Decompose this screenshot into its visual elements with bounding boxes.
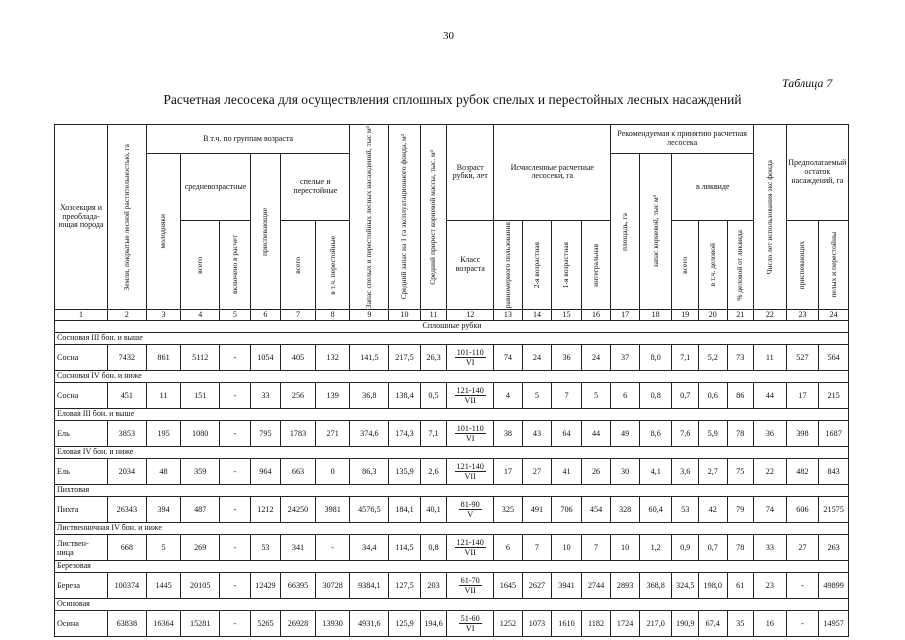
table-cell: 0,7 xyxy=(698,535,727,561)
table-cell: 86,3 xyxy=(350,459,389,485)
table-cell: 26343 xyxy=(107,497,146,523)
table-cell: 16 xyxy=(754,611,787,637)
hdr-l-bus: в т.ч. деловой xyxy=(698,220,727,309)
species-cell: Ель xyxy=(55,421,108,447)
hdr-ripe-all: всего xyxy=(281,220,316,309)
table-cell: 7 xyxy=(552,383,582,409)
cut-age: 101-110 xyxy=(456,348,484,358)
section-title: Сплошные рубки xyxy=(55,321,849,333)
table-cell: 964 xyxy=(250,459,281,485)
age-cell xyxy=(447,497,494,523)
column-number: 20 xyxy=(698,310,727,321)
table-cell: 341 xyxy=(281,535,316,561)
table-cell: 0,8 xyxy=(420,535,446,561)
table-cell: 0 xyxy=(315,459,350,485)
table-cell: 74 xyxy=(754,497,787,523)
column-number: 8 xyxy=(315,310,350,321)
table-cell: 17 xyxy=(786,383,819,409)
column-number: 17 xyxy=(611,310,640,321)
table-cell: 151 xyxy=(181,383,220,409)
table-cell: 139 xyxy=(315,383,350,409)
table-cell: 44 xyxy=(754,383,787,409)
table-cell: 7432 xyxy=(107,345,146,371)
table-cell: 3981 xyxy=(315,497,350,523)
table-cell: 194,6 xyxy=(420,611,446,637)
table-cell: 1445 xyxy=(146,573,181,599)
table-cell: 49 xyxy=(611,421,640,447)
group-row xyxy=(55,523,849,535)
table-cell: 564 xyxy=(819,345,849,371)
group-title: Еловая III бон. и выше xyxy=(55,409,849,421)
table-cell: 30 xyxy=(611,459,640,485)
hdr-age-class: Класс возраста xyxy=(447,220,494,309)
column-number: 21 xyxy=(727,310,754,321)
table-cell: 2893 xyxy=(611,573,640,599)
column-number: 9 xyxy=(350,310,389,321)
table-cell: 36,8 xyxy=(350,383,389,409)
age-class: V xyxy=(467,510,474,520)
table-cell: 4 xyxy=(494,383,523,409)
table-cell: 36 xyxy=(754,421,787,447)
table-cell: 1724 xyxy=(611,611,640,637)
table-cell: 114,5 xyxy=(389,535,421,561)
age-cell xyxy=(447,383,494,409)
age-class: VI xyxy=(465,434,475,444)
hdr-ripe: спелые и перестойные xyxy=(281,154,350,221)
table-cell: 454 xyxy=(581,497,611,523)
table-cell: 195 xyxy=(146,421,181,447)
table-cell: 43 xyxy=(522,421,552,447)
table-cell: 7,1 xyxy=(672,345,698,371)
age-cell xyxy=(447,345,494,371)
table-cell: 40,1 xyxy=(420,497,446,523)
table-cell: 1080 xyxy=(181,421,220,447)
table-title: Расчетная лесосека для осуществления сплошных рубок спелых и перестойных лесных насаждений xyxy=(163,92,742,107)
table-cell: 4,1 xyxy=(639,459,672,485)
hdr-r-stock: запас корневой, тыс м³ xyxy=(639,154,672,310)
table-cell: 325 xyxy=(494,497,523,523)
cut-age: 121-140 xyxy=(456,462,484,472)
table-row xyxy=(55,573,849,599)
table-cell: 3,6 xyxy=(672,459,698,485)
table-cell: 26,3 xyxy=(420,345,446,371)
table-cell: 0,7 xyxy=(672,383,698,409)
table-cell: 60,4 xyxy=(639,497,672,523)
table-cell: 132 xyxy=(315,345,350,371)
table-row xyxy=(55,459,849,485)
species-cell: Сосна xyxy=(55,383,108,409)
age-cell xyxy=(447,421,494,447)
table-cell: 7,1 xyxy=(420,421,446,447)
cut-age: 101-110 xyxy=(456,424,484,434)
table-cell: - xyxy=(220,573,251,599)
table-cell: 1212 xyxy=(250,497,281,523)
hdr-avg-growth: Средний прирост корневой массы, тыс. м³ xyxy=(420,125,446,310)
table-cell: 1687 xyxy=(819,421,849,447)
hdr-liquid: в ликвиде xyxy=(672,154,754,221)
age-class: VII xyxy=(464,396,476,406)
column-number: 24 xyxy=(819,310,849,321)
age-cell xyxy=(447,535,494,561)
column-number: 15 xyxy=(552,310,582,321)
table-cell: 78 xyxy=(727,535,754,561)
table-cell: 125,9 xyxy=(389,611,421,637)
table-cell: 184,1 xyxy=(389,497,421,523)
hdr-c-even: равномерного пользования xyxy=(494,220,523,309)
table-cell: 8,0 xyxy=(639,345,672,371)
table-cell: 5,2 xyxy=(698,345,727,371)
table-cell: 663 xyxy=(281,459,316,485)
column-number: 23 xyxy=(786,310,819,321)
table-cell: 66395 xyxy=(281,573,316,599)
table-cell: 271 xyxy=(315,421,350,447)
cut-age: 81-90 xyxy=(460,500,480,510)
table-cell: 2,7 xyxy=(698,459,727,485)
table-cell: 26 xyxy=(581,459,611,485)
table-cell: 16364 xyxy=(146,611,181,637)
table-cell: 34,4 xyxy=(350,535,389,561)
table-cell: 328 xyxy=(611,497,640,523)
table-cell: 491 xyxy=(522,497,552,523)
table-cell: 843 xyxy=(819,459,849,485)
table-cell: 5,9 xyxy=(698,421,727,447)
table-cell: 2034 xyxy=(107,459,146,485)
section-row xyxy=(55,321,849,333)
table-cell: - xyxy=(220,611,251,637)
species-cell: Пихта xyxy=(55,497,108,523)
table-cell: 11 xyxy=(146,383,181,409)
table-cell: 6 xyxy=(494,535,523,561)
hdr-age-groups: В т.ч. по группам возраста xyxy=(146,125,350,154)
table-cell: 138,4 xyxy=(389,383,421,409)
column-number: 4 xyxy=(181,310,220,321)
table-cell: 1054 xyxy=(250,345,281,371)
table-cell: 1783 xyxy=(281,421,316,447)
table-cell: 141,5 xyxy=(350,345,389,371)
group-title: Березовая xyxy=(55,561,849,573)
table-cell: 1645 xyxy=(494,573,523,599)
column-number: 1 xyxy=(55,310,108,321)
hdr-c-age1: 1-я возрастная xyxy=(552,220,582,309)
table-cell: 0,8 xyxy=(639,383,672,409)
table-cell: 27 xyxy=(522,459,552,485)
table-cell: 73 xyxy=(727,345,754,371)
table-cell: 22 xyxy=(754,459,787,485)
table-cell: 0,9 xyxy=(672,535,698,561)
table-cell: 795 xyxy=(250,421,281,447)
page-number: 30 xyxy=(443,30,454,42)
table-cell: - xyxy=(315,535,350,561)
table-cell: 2627 xyxy=(522,573,552,599)
table-cell: 35 xyxy=(727,611,754,637)
group-title: Сосновая III бон. и выше xyxy=(55,333,849,345)
table-cell: 527 xyxy=(786,345,819,371)
column-number: 11 xyxy=(420,310,446,321)
table-cell: 215 xyxy=(819,383,849,409)
column-number: 19 xyxy=(672,310,698,321)
table-cell: 174,3 xyxy=(389,421,421,447)
table-number: Таблица 7 xyxy=(782,76,833,90)
table-cell: 135,9 xyxy=(389,459,421,485)
column-number: 2 xyxy=(107,310,146,321)
table-cell: 198,0 xyxy=(698,573,727,599)
table-cell: - xyxy=(786,573,819,599)
table-cell: 405 xyxy=(281,345,316,371)
cut-age: 61-70 xyxy=(460,576,480,586)
table-cell: 5 xyxy=(522,383,552,409)
table-cell: 451 xyxy=(107,383,146,409)
hdr-middle: средневозрастные xyxy=(181,154,250,221)
table-cell: - xyxy=(786,611,819,637)
age-class: VII xyxy=(464,548,476,558)
table-cell: 64 xyxy=(552,421,582,447)
group-row xyxy=(55,333,849,345)
column-number: 16 xyxy=(581,310,611,321)
column-number: 13 xyxy=(494,310,523,321)
table-cell: 2744 xyxy=(581,573,611,599)
group-row xyxy=(55,561,849,573)
table-cell: 49899 xyxy=(819,573,849,599)
hdr-young: молодняки xyxy=(146,154,181,310)
age-class: VI xyxy=(465,358,475,368)
table-cell: 63838 xyxy=(107,611,146,637)
table-cell: 1252 xyxy=(494,611,523,637)
species-cell: Ель xyxy=(55,459,108,485)
table-cell: 606 xyxy=(786,497,819,523)
table-cell: 5 xyxy=(581,383,611,409)
group-title: Сосновая IV бон. и ниже xyxy=(55,371,849,383)
table-cell: 8,6 xyxy=(639,421,672,447)
cut-age: 51-60 xyxy=(460,614,480,624)
table-cell: 86 xyxy=(727,383,754,409)
table-cell: - xyxy=(220,383,251,409)
table-cell: 1182 xyxy=(581,611,611,637)
table-cell: 74 xyxy=(494,345,523,371)
table-cell: 24 xyxy=(581,345,611,371)
table-cell: 4931,6 xyxy=(350,611,389,637)
table-cell: - xyxy=(220,345,251,371)
table-cell: 30728 xyxy=(315,573,350,599)
table-cell: 190,9 xyxy=(672,611,698,637)
table-cell: 3853 xyxy=(107,421,146,447)
table-cell: 256 xyxy=(281,383,316,409)
table-cell: 75 xyxy=(727,459,754,485)
group-row xyxy=(55,485,849,497)
table-cell: 10 xyxy=(611,535,640,561)
table-cell: 10 xyxy=(552,535,582,561)
table-cell: 53 xyxy=(250,535,281,561)
age-class: VI xyxy=(465,624,475,634)
hdr-stock: Запас спелых и перестойных лесных насаждений, тыс м³ xyxy=(350,125,389,310)
species-cell: Сосна xyxy=(55,345,108,371)
table-cell: 0,5 xyxy=(420,383,446,409)
table-cell: 861 xyxy=(146,345,181,371)
species-cell: Листвен- ница xyxy=(55,535,108,561)
table-cell: 79 xyxy=(727,497,754,523)
table-cell: 20105 xyxy=(181,573,220,599)
table-cell: 53 xyxy=(672,497,698,523)
table-cell: 26928 xyxy=(281,611,316,637)
column-number: 22 xyxy=(754,310,787,321)
column-number: 5 xyxy=(220,310,251,321)
table-cell: 127,5 xyxy=(389,573,421,599)
table-cell: 203 xyxy=(420,573,446,599)
table-cell: 668 xyxy=(107,535,146,561)
hdr-land: Земли, покрытые лесной растительностью, га xyxy=(107,125,146,310)
table-cell: 67,4 xyxy=(698,611,727,637)
column-number-row xyxy=(55,310,849,321)
table-row xyxy=(55,421,849,447)
table-cell: 9384,1 xyxy=(350,573,389,599)
table-cell: 21575 xyxy=(819,497,849,523)
table-row xyxy=(55,497,849,523)
hdr-l-all: всего xyxy=(672,220,698,309)
age-cell xyxy=(447,573,494,599)
table-cell: 23 xyxy=(754,573,787,599)
table-cell: 359 xyxy=(181,459,220,485)
table-cell: 36 xyxy=(552,345,582,371)
hdr-calc: Исчисленные расчетные лесосеки, га xyxy=(494,125,611,221)
group-row xyxy=(55,599,849,611)
table-cell: 217,0 xyxy=(639,611,672,637)
table-cell: 33 xyxy=(754,535,787,561)
table-cell: 3941 xyxy=(552,573,582,599)
hdr-remain-ripe: пелых и перестойны xyxy=(819,220,849,309)
table-cell: 24250 xyxy=(281,497,316,523)
table-cell: - xyxy=(220,421,251,447)
table-cell: 6 xyxy=(611,383,640,409)
cut-age: 121-140 xyxy=(456,386,484,396)
hdr-remain-rip: приспевающих xyxy=(786,220,819,309)
column-number: 14 xyxy=(522,310,552,321)
hdr-c-integral: интегральная xyxy=(581,220,611,309)
species-cell: Осина xyxy=(55,611,108,637)
age-cell xyxy=(447,611,494,637)
age-cell xyxy=(447,459,494,485)
column-number: 18 xyxy=(639,310,672,321)
table-row xyxy=(55,611,849,637)
group-row xyxy=(55,447,849,459)
table-cell: 100374 xyxy=(107,573,146,599)
table-cell: 4576,5 xyxy=(350,497,389,523)
table-cell: 38 xyxy=(494,421,523,447)
table-cell: 24 xyxy=(522,345,552,371)
group-title: Лиственничная IV бон. и ниже xyxy=(55,523,849,535)
table-cell: - xyxy=(220,497,251,523)
table-cell: 42 xyxy=(698,497,727,523)
table-cell: 5112 xyxy=(181,345,220,371)
table-cell: 61 xyxy=(727,573,754,599)
table-cell: 14957 xyxy=(819,611,849,637)
table-cell: 487 xyxy=(181,497,220,523)
table-cell: 269 xyxy=(181,535,220,561)
column-number: 6 xyxy=(250,310,281,321)
table-cell: 0,6 xyxy=(698,383,727,409)
table-cell: 17 xyxy=(494,459,523,485)
hdr-middle-all: всего xyxy=(181,220,220,309)
table-cell: 33 xyxy=(250,383,281,409)
table-row xyxy=(55,383,849,409)
table-cell: 15281 xyxy=(181,611,220,637)
table-cell: 78 xyxy=(727,421,754,447)
column-number: 12 xyxy=(447,310,494,321)
table-cell: 41 xyxy=(552,459,582,485)
table-cell: 13930 xyxy=(315,611,350,637)
column-number: 10 xyxy=(389,310,421,321)
table-cell: 263 xyxy=(819,535,849,561)
table-cell: 1610 xyxy=(552,611,582,637)
table-cell: 1,2 xyxy=(639,535,672,561)
hdr-ripening: приспевающие xyxy=(250,154,281,310)
species-cell: Береза xyxy=(55,573,108,599)
table-cell: 48 xyxy=(146,459,181,485)
group-row xyxy=(55,371,849,383)
table-cell: 5 xyxy=(146,535,181,561)
table-cell: - xyxy=(220,535,251,561)
table-cell: 482 xyxy=(786,459,819,485)
table-cell: 368,8 xyxy=(639,573,672,599)
table-cell: 5265 xyxy=(250,611,281,637)
age-class: VII xyxy=(464,586,476,596)
hdr-r-area: площадь, га xyxy=(611,154,640,310)
table-cell: 7,6 xyxy=(672,421,698,447)
table-cell: 706 xyxy=(552,497,582,523)
hdr-middle-incl: включено в расчет xyxy=(220,220,251,309)
column-number: 7 xyxy=(281,310,316,321)
table-cell: 37 xyxy=(611,345,640,371)
hdr-cut-age: Возраст рубки, лет xyxy=(447,125,494,221)
group-row xyxy=(55,409,849,421)
table-cell: 1073 xyxy=(522,611,552,637)
cutting-area-table xyxy=(54,124,849,637)
cut-age: 121-140 xyxy=(456,538,484,548)
hdr-species: Хозсекция и преоблада- ющая порода xyxy=(55,125,108,310)
group-title: Еловая IV бон. и ниже xyxy=(55,447,849,459)
group-title: Осиновая xyxy=(55,599,849,611)
hdr-c-age2: 2-я возрастная xyxy=(522,220,552,309)
hdr-remain: Предполагаемый остаток насаждений, га xyxy=(786,125,848,221)
table-cell: 324,5 xyxy=(672,573,698,599)
hdr-rec: Рекомендуемая к принятию расчетная лесосека xyxy=(611,125,754,154)
table-cell: 27 xyxy=(786,535,819,561)
table-cell: 11 xyxy=(754,345,787,371)
table-cell: 12429 xyxy=(250,573,281,599)
hdr-years: Число лет использования экс фонда xyxy=(754,125,787,310)
table-row xyxy=(55,535,849,561)
table-cell: 394 xyxy=(146,497,181,523)
table-cell: 2,6 xyxy=(420,459,446,485)
hdr-l-pct: % деловой от ликвида xyxy=(727,220,754,309)
hdr-avg-stock: Средний запас на 1 га эксплуатационного фонда, м³ xyxy=(389,125,421,310)
table-cell: - xyxy=(220,459,251,485)
table-cell: 374,6 xyxy=(350,421,389,447)
hdr-ripe-over: в т.ч. перестойные xyxy=(315,220,350,309)
table-row xyxy=(55,345,849,371)
table-cell: 7 xyxy=(522,535,552,561)
table-cell: 398 xyxy=(786,421,819,447)
age-class: VII xyxy=(464,472,476,482)
table-cell: 217,5 xyxy=(389,345,421,371)
column-number: 3 xyxy=(146,310,181,321)
table-cell: 7 xyxy=(581,535,611,561)
table-cell: 44 xyxy=(581,421,611,447)
group-title: Пихтовая xyxy=(55,485,849,497)
